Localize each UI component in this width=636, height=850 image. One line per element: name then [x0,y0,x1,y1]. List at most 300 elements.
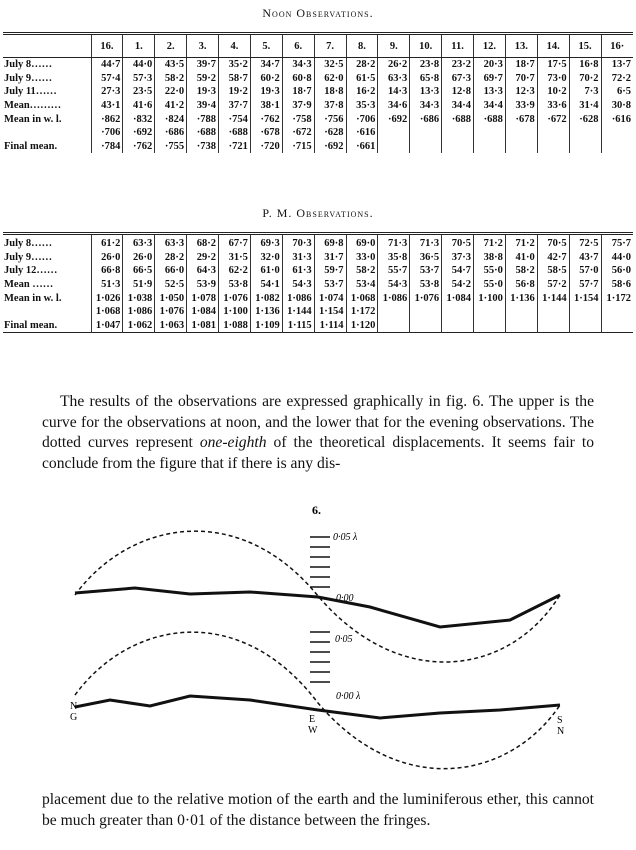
table-row [3,291,633,305]
table-cell: 53·8 [410,278,442,292]
upper-top-label: 0·05 λ [333,532,358,543]
table-cell: ·692 [123,126,155,140]
label-e-center: E [309,714,316,725]
table-cell: 70·7 [505,72,537,86]
results-text-2: of the theoretical displacements. It seems fair to conclude from the figure that if there is any dis- [42,434,595,472]
lower-scale-ticks [310,632,330,682]
table-cell: ·678 [250,126,282,140]
table-cell [474,319,506,333]
table-cell: ·755 [155,140,187,154]
table-cell: 1·084 [187,305,219,319]
table-cell: 59·7 [314,264,346,278]
table-cell: 56·0 [601,264,633,278]
table-cell: 70·5 [442,234,474,251]
table-cell: 56·8 [505,278,537,292]
table-cell: 1·100 [219,305,251,319]
table-cell: 70·3 [282,234,314,251]
table-cell: 30·8 [601,99,633,113]
table-cell: 1·086 [282,291,314,305]
table-cell: 26·0 [123,251,155,265]
row-label: July 8…… [4,59,53,71]
table-cell: 55·0 [474,264,506,278]
column-header: 16. [91,34,123,58]
table-cell [442,126,474,140]
table-cell: 31·5 [219,251,251,265]
table-cell [410,319,442,333]
table-cell: 1·062 [123,319,155,333]
table-cell: ·824 [155,112,187,126]
table-cell: 63·3 [155,234,187,251]
row-label [3,126,91,140]
table-cell: 54·3 [378,278,410,292]
table-cell: ·788 [187,112,219,126]
table-cell [410,305,442,319]
table-cell: 1·088 [219,319,251,333]
table-cell: ·688 [474,112,506,126]
table-cell: 18·7 [282,85,314,99]
table-cell: 18·8 [314,85,346,99]
table-cell: 57·4 [91,72,123,86]
table-cell: 1·050 [155,291,187,305]
column-header: 14. [537,34,569,58]
table-row [3,85,633,99]
table-row [3,319,633,333]
table-cell: 23·5 [123,85,155,99]
figure-6 [0,500,636,785]
table-cell: 71·2 [474,234,506,251]
column-header: 6. [282,34,314,58]
table-cell [442,319,474,333]
table-cell [537,126,569,140]
table-cell [569,305,601,319]
table-cell: 62·0 [314,72,346,86]
table-cell: 71·3 [378,234,410,251]
label-n-left: N [70,701,78,712]
column-header: 16· [601,34,633,58]
table-cell: 43·1 [91,99,123,113]
table-cell: 38·1 [250,99,282,113]
table-cell: 43·5 [155,58,187,72]
table-cell: 1·172 [346,305,378,319]
table-cell [378,319,410,333]
table-cell: ·862 [91,112,123,126]
table-cell: 61·3 [282,264,314,278]
table-cell: 34·4 [474,99,506,113]
column-header: 2. [155,34,187,58]
table-cell: ·678 [505,112,537,126]
table-cell: 71·2 [505,234,537,251]
table-cell: 17·5 [537,58,569,72]
table-cell [474,126,506,140]
column-header: 13. [505,34,537,58]
figure-number: 6. [312,503,321,517]
table-cell: 60·2 [250,72,282,86]
table-cell: 58·2 [155,72,187,86]
table-cell: ·686 [155,126,187,140]
table-cell: 31·4 [569,99,601,113]
table-cell: ·688 [442,112,474,126]
table-cell: 68·2 [187,234,219,251]
row-label: Final mean. [4,319,58,331]
table-cell: 31·3 [282,251,314,265]
noon-observations-table [3,32,633,153]
row-label: Final mean. [4,140,58,152]
table-cell: 1·076 [219,291,251,305]
table-cell: 35·2 [219,58,251,72]
table-cell: 52·5 [155,278,187,292]
column-header: 10. [410,34,442,58]
table-cell: 41·0 [505,251,537,265]
table-cell [505,140,537,154]
table-cell [601,305,633,319]
table-cell [537,140,569,154]
table-cell: ·784 [91,140,123,154]
table-cell: 1·154 [569,291,601,305]
table-cell: ·738 [187,140,219,154]
column-header: 8. [346,34,378,58]
table-cell: 1·120 [346,319,378,333]
table-cell: 67·7 [219,234,251,251]
column-header: 3. [187,34,219,58]
table-cell: 65·8 [410,72,442,86]
table-row [3,278,633,292]
table-cell: 43·7 [569,251,601,265]
table-cell: 23·2 [442,58,474,72]
table-cell: 1·136 [250,305,282,319]
column-header: 12. [474,34,506,58]
table-cell [569,319,601,333]
table-cell: ·720 [250,140,282,154]
table-cell: 34·4 [442,99,474,113]
table-cell: 1·114 [314,319,346,333]
table-cell: ·706 [91,126,123,140]
table-cell: 1·172 [601,291,633,305]
column-header: 5. [250,34,282,58]
table-cell [442,140,474,154]
table-cell [505,319,537,333]
table-cell: 18·7 [505,58,537,72]
table-cell: ·688 [187,126,219,140]
table-cell: 39·7 [187,58,219,72]
column-header: 1. [123,34,155,58]
results-text-1: The results of the observations are expressed graphically in fig. 6. The upper is the curve for the observations at noon, and the lower that for the evening observations. The dotted curves represent [42,393,594,451]
table-cell: ·692 [314,140,346,154]
table-cell: 69·8 [314,234,346,251]
table-cell: 1·086 [123,305,155,319]
label-n-right: N [557,726,565,737]
table-cell: 63·3 [378,72,410,86]
table-cell: 37·3 [442,251,474,265]
table-cell: 1·081 [187,319,219,333]
noon-observed-curve [75,588,560,627]
column-header: 7. [314,34,346,58]
table-cell: 58·2 [346,264,378,278]
lower-top-label: 0·05 [335,634,353,645]
table-cell: 19·3 [187,85,219,99]
table-cell: 33·9 [505,99,537,113]
table-row [3,126,633,140]
column-header: 11. [442,34,474,58]
table-cell: 64·3 [187,264,219,278]
table-cell: 34·3 [410,99,442,113]
table-cell: 72·2 [601,72,633,86]
table-cell: ·756 [314,112,346,126]
table-cell: 61·5 [346,72,378,86]
table-cell: 58·6 [601,278,633,292]
table-cell: 1·078 [187,291,219,305]
lower-mid-label: 0·00 λ [336,691,361,702]
table-cell: 66·0 [155,264,187,278]
table-cell: 67·3 [442,72,474,86]
table-cell [442,305,474,319]
table-cell [378,305,410,319]
table-cell: 55·0 [474,278,506,292]
table-cell: ·628 [569,112,601,126]
table-cell: 44·0 [601,251,633,265]
table-cell: 1·084 [442,291,474,305]
table-cell: ·661 [346,140,378,154]
table-cell: ·758 [282,112,314,126]
table-cell: 1·086 [378,291,410,305]
table-cell: 1·026 [91,291,123,305]
table-row [3,234,633,251]
table-cell: 1·068 [91,305,123,319]
table-cell: ·754 [219,112,251,126]
table-cell: 14·3 [378,85,410,99]
table-cell [601,140,633,154]
table-cell: ·688 [219,126,251,140]
table-cell [505,305,537,319]
table-cell: 62·2 [219,264,251,278]
table-cell: 20·3 [474,58,506,72]
table-cell: 35·8 [378,251,410,265]
table-cell [537,319,569,333]
table-cell: 54·7 [442,264,474,278]
table-cell: 60·8 [282,72,314,86]
table-cell: 1·144 [282,305,314,319]
table-cell: 70·5 [537,234,569,251]
table-cell: ·715 [282,140,314,154]
table-cell: 22·0 [155,85,187,99]
table-cell [569,140,601,154]
table-cell [474,305,506,319]
table-cell: 29·2 [187,251,219,265]
table-cell [537,305,569,319]
results-emphasis: one-eighth [199,434,267,451]
table-cell: 38·8 [474,251,506,265]
table-cell: 63·3 [123,234,155,251]
table-cell: 69·3 [250,234,282,251]
table-cell: 32·0 [250,251,282,265]
label-s-right: S [557,715,563,726]
table-cell: 1·100 [474,291,506,305]
table-cell: 61·2 [91,234,123,251]
table-cell: 51·3 [91,278,123,292]
table-cell: 1·115 [282,319,314,333]
table-cell: 33·0 [346,251,378,265]
table-cell: ·721 [219,140,251,154]
table-cell: 34·7 [250,58,282,72]
table-cell: ·672 [537,112,569,126]
noon-observations-title: Noon Observations. [262,6,374,20]
table-cell: ·672 [282,126,314,140]
table-cell: 53·4 [346,278,378,292]
label-g-left: G [70,712,78,723]
table-row [3,305,633,319]
table-cell: 57·0 [569,264,601,278]
row-label: July 9…… [4,72,53,84]
table-cell: ·762 [123,140,155,154]
pm-observations-title: P. M. Observations. [262,206,374,220]
table-cell: 10·2 [537,85,569,99]
table-cell: 54·1 [250,278,282,292]
table-cell: 54·2 [442,278,474,292]
table-row [3,112,633,126]
table-cell: 34·6 [378,99,410,113]
table-cell: 41·6 [123,99,155,113]
table-cell: 58·2 [505,264,537,278]
table-cell [378,140,410,154]
table-cell: 1·063 [155,319,187,333]
table-row [3,72,633,86]
table-cell: 19·3 [250,85,282,99]
table-cell: 32·5 [314,58,346,72]
pm-observations-table [3,232,633,333]
table-cell: 1·109 [250,319,282,333]
row-label [3,305,91,319]
table-cell: 1·154 [314,305,346,319]
table-cell: 54·3 [282,278,314,292]
table-cell: ·832 [123,112,155,126]
table-cell: ·762 [250,112,282,126]
table-cell: 12·8 [442,85,474,99]
column-header: 15. [569,34,601,58]
row-label: July 12…… [4,265,58,277]
table-cell: ·628 [314,126,346,140]
table-cell [410,126,442,140]
row-label: July 8…… [4,238,53,250]
table-cell: 75·7 [601,234,633,251]
table-cell: 1·082 [250,291,282,305]
table-cell [378,126,410,140]
table-cell: 28·2 [346,58,378,72]
table-cell: 13·3 [410,85,442,99]
row-label: Mean …… [4,279,54,291]
table-cell: 7·3 [569,85,601,99]
results-paragraph [42,392,594,474]
table-row [3,264,633,278]
table-cell: 1·076 [155,305,187,319]
table-cell: 13·3 [474,85,506,99]
table-cell: 1·144 [537,291,569,305]
table-row [3,58,633,72]
table-cell: 16·8 [569,58,601,72]
upper-mid-label: 0·00 [336,593,354,604]
table-cell: 57·3 [123,72,155,86]
table-cell: 31·7 [314,251,346,265]
table-cell: 37·9 [282,99,314,113]
table-cell: 1·074 [314,291,346,305]
table-cell: 36·5 [410,251,442,265]
table-cell: 33·6 [537,99,569,113]
table-cell: 53·9 [187,278,219,292]
table-cell: 1·038 [123,291,155,305]
row-label: Mean……… [4,100,62,112]
table-cell: 13·7 [601,58,633,72]
table-cell: 51·9 [123,278,155,292]
table-cell [601,319,633,333]
table-cell: ·616 [346,126,378,140]
table-cell: 1·076 [410,291,442,305]
table-cell [569,126,601,140]
table-cell: 34·3 [282,58,314,72]
table-cell: 23·8 [410,58,442,72]
table-cell: 61·0 [250,264,282,278]
table-cell: 1·068 [346,291,378,305]
row-label: Mean in w. l. [4,113,62,125]
table-cell: 39·4 [187,99,219,113]
table-cell: 19·2 [219,85,251,99]
table-cell [474,140,506,154]
table-cell: 69·0 [346,234,378,251]
table-cell: 6·5 [601,85,633,99]
table-cell: 55·7 [378,264,410,278]
table-cell: 12·3 [505,85,537,99]
table-cell [505,126,537,140]
table-cell: 59·2 [187,72,219,86]
table-cell: 53·7 [410,264,442,278]
column-header: 4. [219,34,251,58]
table-cell [601,126,633,140]
table-cell: 1·047 [91,319,123,333]
pm-observed-curve [75,696,560,718]
table-cell: ·686 [410,112,442,126]
table-cell: 58·7 [219,72,251,86]
table-cell: 57·2 [537,278,569,292]
table-cell: 69·7 [474,72,506,86]
row-label: Mean in w. l. [4,292,62,304]
column-header: 9. [378,34,410,58]
table-cell: 44·7 [91,58,123,72]
table-cell: 70·2 [569,72,601,86]
table-cell: 16·2 [346,85,378,99]
header-corner [3,34,91,58]
row-label: July 9…… [4,251,53,263]
table-row [3,99,633,113]
table-cell: 44·0 [123,58,155,72]
row-label: July 11…… [4,86,57,98]
table-cell: 71·3 [410,234,442,251]
upper-scale-ticks [310,537,330,587]
table-row [3,251,633,265]
table-cell: 28·2 [155,251,187,265]
table-cell: 53·8 [219,278,251,292]
table-cell: 35·3 [346,99,378,113]
table-cell: 58·5 [537,264,569,278]
table-cell: 53·7 [314,278,346,292]
table-cell [410,140,442,154]
table-cell: 41·2 [155,99,187,113]
table-cell: ·616 [601,112,633,126]
table-cell: 66·8 [91,264,123,278]
table-cell: 26·0 [91,251,123,265]
conclusion-paragraph: placement due to the relative motion of the earth and the luminiferous ether, this cannot be much greater than 0·01 of the distance between the fringes. [42,791,594,829]
table-row [3,140,633,154]
table-cell: 72·5 [569,234,601,251]
table-cell: ·706 [346,112,378,126]
table-cell: 37·8 [314,99,346,113]
table-cell: ·692 [378,112,410,126]
